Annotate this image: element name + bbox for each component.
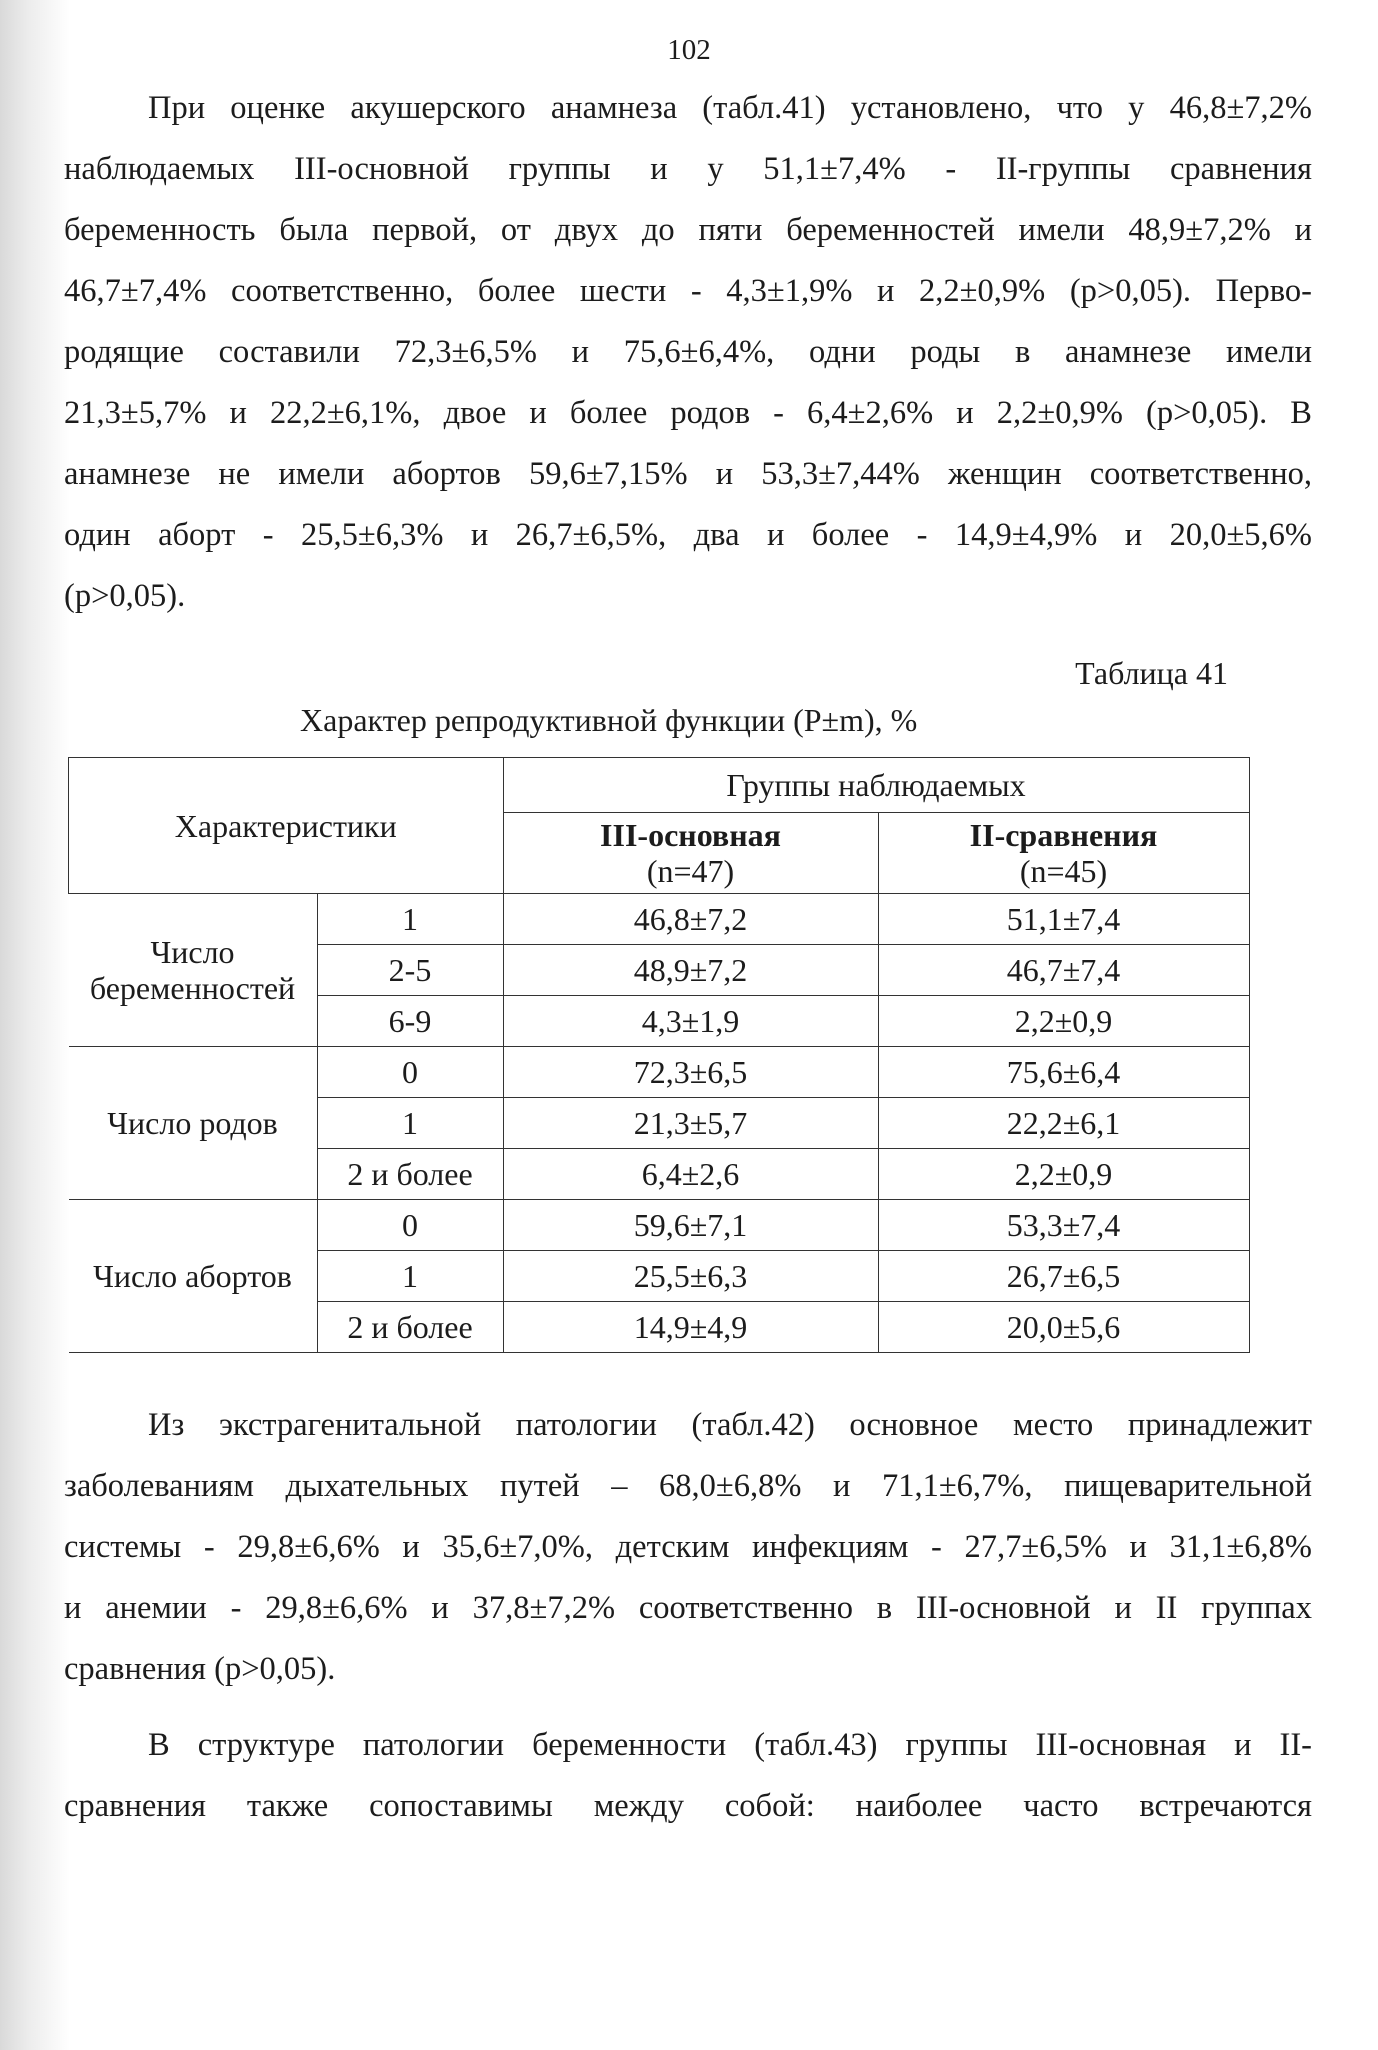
label-line: Число родов xyxy=(107,1105,278,1141)
text-line: В структуре патологии беременности (табл.43) группы III-основная и II- xyxy=(148,1727,1312,1763)
paragraph-pregnancy-pathology xyxy=(64,1715,1312,1837)
group1-name: III-основная xyxy=(600,817,781,853)
scan-shadow xyxy=(0,0,70,2050)
g1-cell: 48,9±7,2 xyxy=(503,945,878,996)
group1-n: (n=47) xyxy=(646,853,735,889)
text-line: При оценке акушерского анамнеза (табл.41) установлено, что у 46,8±7,2% xyxy=(148,90,1312,126)
sub-cell: 2-5 xyxy=(317,945,503,996)
label-line: Число xyxy=(150,934,235,970)
text-line: системы - 29,8±6,6% и 35,6±7,0%, детским инфекциям - 27,7±6,5% и 31,1±6,8% xyxy=(64,1529,1312,1565)
g1-cell: 25,5±6,3 xyxy=(503,1251,878,1302)
sub-cell: 1 xyxy=(317,1098,503,1149)
sub-cell: 6-9 xyxy=(317,996,503,1047)
section-label-abortions xyxy=(69,1200,318,1353)
g2-cell: 53,3±7,4 xyxy=(878,1200,1249,1251)
table-header-row xyxy=(69,758,1250,813)
section-label-pregnancies xyxy=(69,894,318,1047)
sub-cell: 2 и более xyxy=(317,1302,503,1353)
text-line: 46,7±7,4% соответственно, более шести - 4,3±1,9% и 2,2±0,9% (р>0,05). Перво- xyxy=(64,273,1312,309)
g2-cell: 22,2±6,1 xyxy=(878,1098,1249,1149)
g1-cell: 6,4±2,6 xyxy=(503,1149,878,1200)
sub-cell: 0 xyxy=(317,1200,503,1251)
group2-n: (n=45) xyxy=(1019,853,1108,889)
header-characteristics: Характеристики xyxy=(69,758,504,894)
g1-cell: 46,8±7,2 xyxy=(503,894,878,945)
g1-cell: 14,9±4,9 xyxy=(503,1302,878,1353)
sub-cell: 0 xyxy=(317,1047,503,1098)
reproductive-function-table xyxy=(68,757,1250,1353)
header-groups: Группы наблюдаемых xyxy=(503,758,1249,813)
g2-cell: 2,2±0,9 xyxy=(878,996,1249,1047)
g1-cell: 4,3±1,9 xyxy=(503,996,878,1047)
text-line: и анемии - 29,8±6,6% и 37,8±7,2% соответственно в III-основной и II группах xyxy=(64,1590,1312,1626)
table-title: Характер репродуктивной функции (P±m), % xyxy=(300,702,918,738)
g2-cell: 26,7±6,5 xyxy=(878,1251,1249,1302)
g2-cell: 46,7±7,4 xyxy=(878,945,1249,996)
text-line: один аборт - 25,5±6,3% и 26,7±6,5%, два и более - 14,9±4,9% и 20,0±5,6% xyxy=(64,517,1312,553)
sub-cell: 1 xyxy=(317,894,503,945)
table-row xyxy=(69,1200,1250,1251)
g1-cell: 72,3±6,5 xyxy=(503,1047,878,1098)
header-group1 xyxy=(503,813,878,894)
group2-name: II-сравнения xyxy=(969,817,1158,853)
text-line: Из экстрагенитальной патологии (табл.42) основное место принадлежит xyxy=(148,1407,1312,1443)
paragraph-extragenital-pathology xyxy=(64,1395,1312,1700)
section-label-births xyxy=(69,1047,318,1200)
g2-cell: 75,6±6,4 xyxy=(878,1047,1249,1098)
g1-cell: 21,3±5,7 xyxy=(503,1098,878,1149)
sub-cell: 2 и более xyxy=(317,1149,503,1200)
g1-cell: 59,6±7,1 xyxy=(503,1200,878,1251)
g2-cell: 2,2±0,9 xyxy=(878,1149,1249,1200)
label-line: беременностей xyxy=(89,970,296,1006)
paragraph-obstetric-history xyxy=(64,78,1312,627)
label-line: Число абортов xyxy=(93,1258,292,1294)
text-line: (р>0,05). xyxy=(64,578,186,614)
text-line: сравнения также сопоставимы между собой: наиболее часто встречаются xyxy=(64,1788,1312,1824)
table-row xyxy=(69,894,1250,945)
text-line: 21,3±5,7% и 22,2±6,1%, двое и более родов - 6,4±2,6% и 2,2±0,9% (р>0,05). В xyxy=(64,395,1312,431)
g2-cell: 51,1±7,4 xyxy=(878,894,1249,945)
text-line: беременность была первой, от двух до пяти беременностей имели 48,9±7,2% и xyxy=(64,212,1312,248)
sub-cell: 1 xyxy=(317,1251,503,1302)
table-number: Таблица 41 xyxy=(1075,655,1228,691)
text-line: анамнезе не имели абортов 59,6±7,15% и 53,3±7,44% женщин соответственно, xyxy=(64,456,1312,492)
page-number: 102 xyxy=(667,34,711,66)
g2-cell: 20,0±5,6 xyxy=(878,1302,1249,1353)
text-line: родящие составили 72,3±6,5% и 75,6±6,4%, одни роды в анамнезе имели xyxy=(64,334,1312,370)
text-line: заболеваниям дыхательных путей – 68,0±6,8% и 71,1±6,7%, пищеварительной xyxy=(64,1468,1312,1504)
header-group2 xyxy=(878,813,1249,894)
table-row xyxy=(69,1047,1250,1098)
text-line: наблюдаемых III-основной группы и у 51,1±7,4% - II-группы сравнения xyxy=(64,151,1312,187)
text-line: сравнения (р>0,05). xyxy=(64,1651,336,1687)
